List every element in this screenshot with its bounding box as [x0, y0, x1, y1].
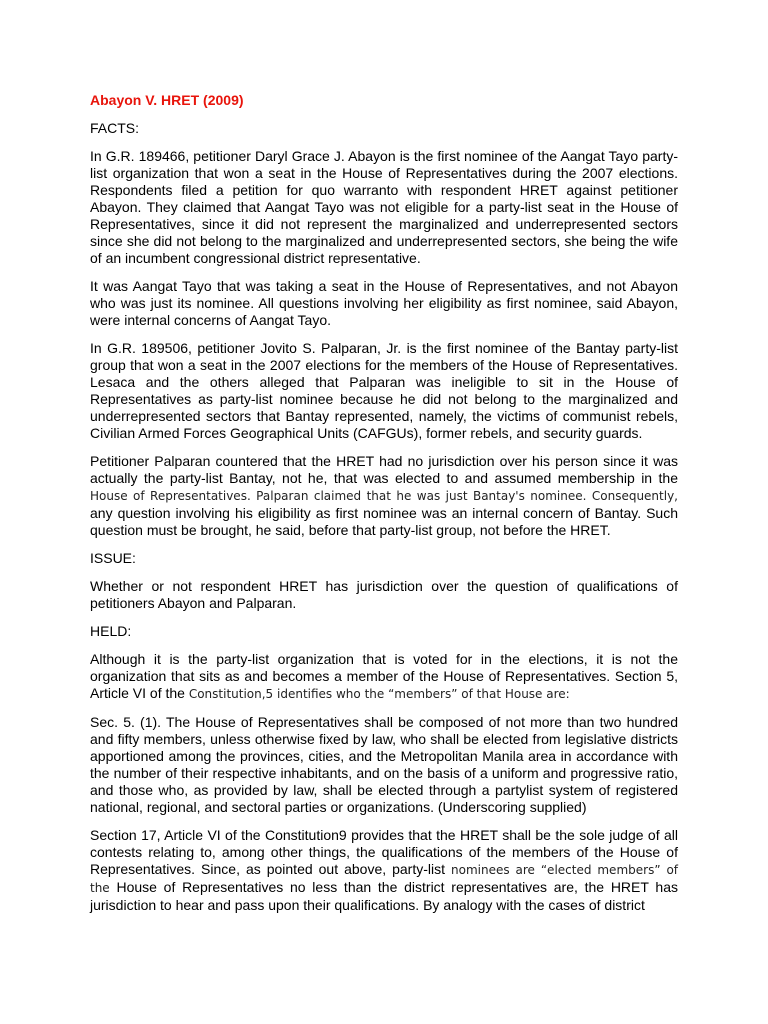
held-paragraph-2: Sec. 5. (1). The House of Representatives shall be composed of not more than two hundred and fifty members, unless otherwise fixed by law, who shall be elected from legislative districts apportioned among the provinces, cities, and the Metropolitan Manila area in accordance with the number of their respective inhabitants, and on the basis of a uniform and progressive ratio, and those who, as provided by law, shall be elected through a partylist system of registered national, regional, and sectoral parties or organizations. (Underscoring supplied) [90, 714, 678, 815]
issue-paragraph: Whether or not respondent HRET has jurisdiction over the question of qualifications of petitioners Abayon and Palparan. [90, 578, 678, 611]
held-paragraph-3-part-b: nominees are “elected members” of the [90, 863, 679, 895]
held-paragraph-3-part-a: Section 17, Article VI of the Constitution9 provides that the HRET shall be the sole judge of all contests relating to, among other things, the qualifications of the members of the House of Representatives. Since, as pointed out above, party-list [90, 827, 678, 877]
held-paragraph-3-part-c: House of Representatives no less than the district representatives are, the HRET has jurisdiction to hear and pass upon their qualifications. By analogy with the cases of district [90, 879, 678, 913]
held-heading: HELD: [90, 623, 132, 639]
case-title: Abayon V. HRET (2009) [90, 92, 244, 108]
facts-paragraph-2: It was Aangat Tayo that was taking a seat in the House of Representatives, and not Abayon who was just its nominee. All questions involving her eligibility as first nominee, said Abayon, were internal concerns of Aangat Tayo. [90, 278, 678, 328]
facts-paragraph-1: In G.R. 189466, petitioner Daryl Grace J. Abayon is the first nominee of the Aangat Tayo party-list organization that won a seat in the House of Representatives during the 2007 elections. Respondents filed a petition for quo warranto with respondent HRET against petitioner Abayon. They claimed that Aangat Tayo was not eligible for a party-list seat in the House of Representatives, since it did not represent the marginalized and underrepresented sectors since she did not belong to the marginalized and underrepresented sectors, she being the wife of an incumbent congressional district representative. [90, 148, 678, 266]
facts-paragraph-4 [90, 453, 678, 539]
facts-paragraph-4-part-a: Petitioner Palparan countered that the HRET had no jurisdiction over his person since it was actually the party-list Bantay, not he, that was elected to and assumed membership in the [90, 453, 678, 486]
facts-paragraph-4-part-c: any question involving his eligibility as first nominee was an internal concern of Bantay. Such question must be brought, he said, before that party-list group, not before the HRET. [90, 505, 678, 538]
facts-paragraph-3: In G.R. 189506, petitioner Jovito S. Palparan, Jr. is the first nominee of the Bantay party-list group that won a seat in the 2007 elections for the members of the House of Representatives. Lesaca and the others alleged that Palparan was ineligible to sit in the House of Representatives as party-list nominee because he did not belong to the marginalized and underrepresented sectors that Bantay represented, namely, the victims of communist rebels, Civilian Armed Forces Geographical Units (CAFGUs), former rebels, and security guards. [90, 340, 678, 441]
held-paragraph-1-part-a: Although it is the party-list organization that is voted for in the elections, it is not the organization that sits as and becomes a member of the House of Representatives. Section 5, Article VI of the [90, 651, 678, 701]
facts-paragraph-4-part-b: House of Representatives. Palparan claimed that he was just Bantay's nominee. Consequently, [90, 489, 678, 503]
held-paragraph-1-part-b: Constitution,5 identifies who the “members” of that House are: [188, 687, 570, 701]
issue-heading: ISSUE: [90, 550, 136, 566]
held-paragraph-1 [90, 651, 678, 703]
facts-heading: FACTS: [90, 120, 140, 136]
held-paragraph-3 [90, 827, 678, 914]
